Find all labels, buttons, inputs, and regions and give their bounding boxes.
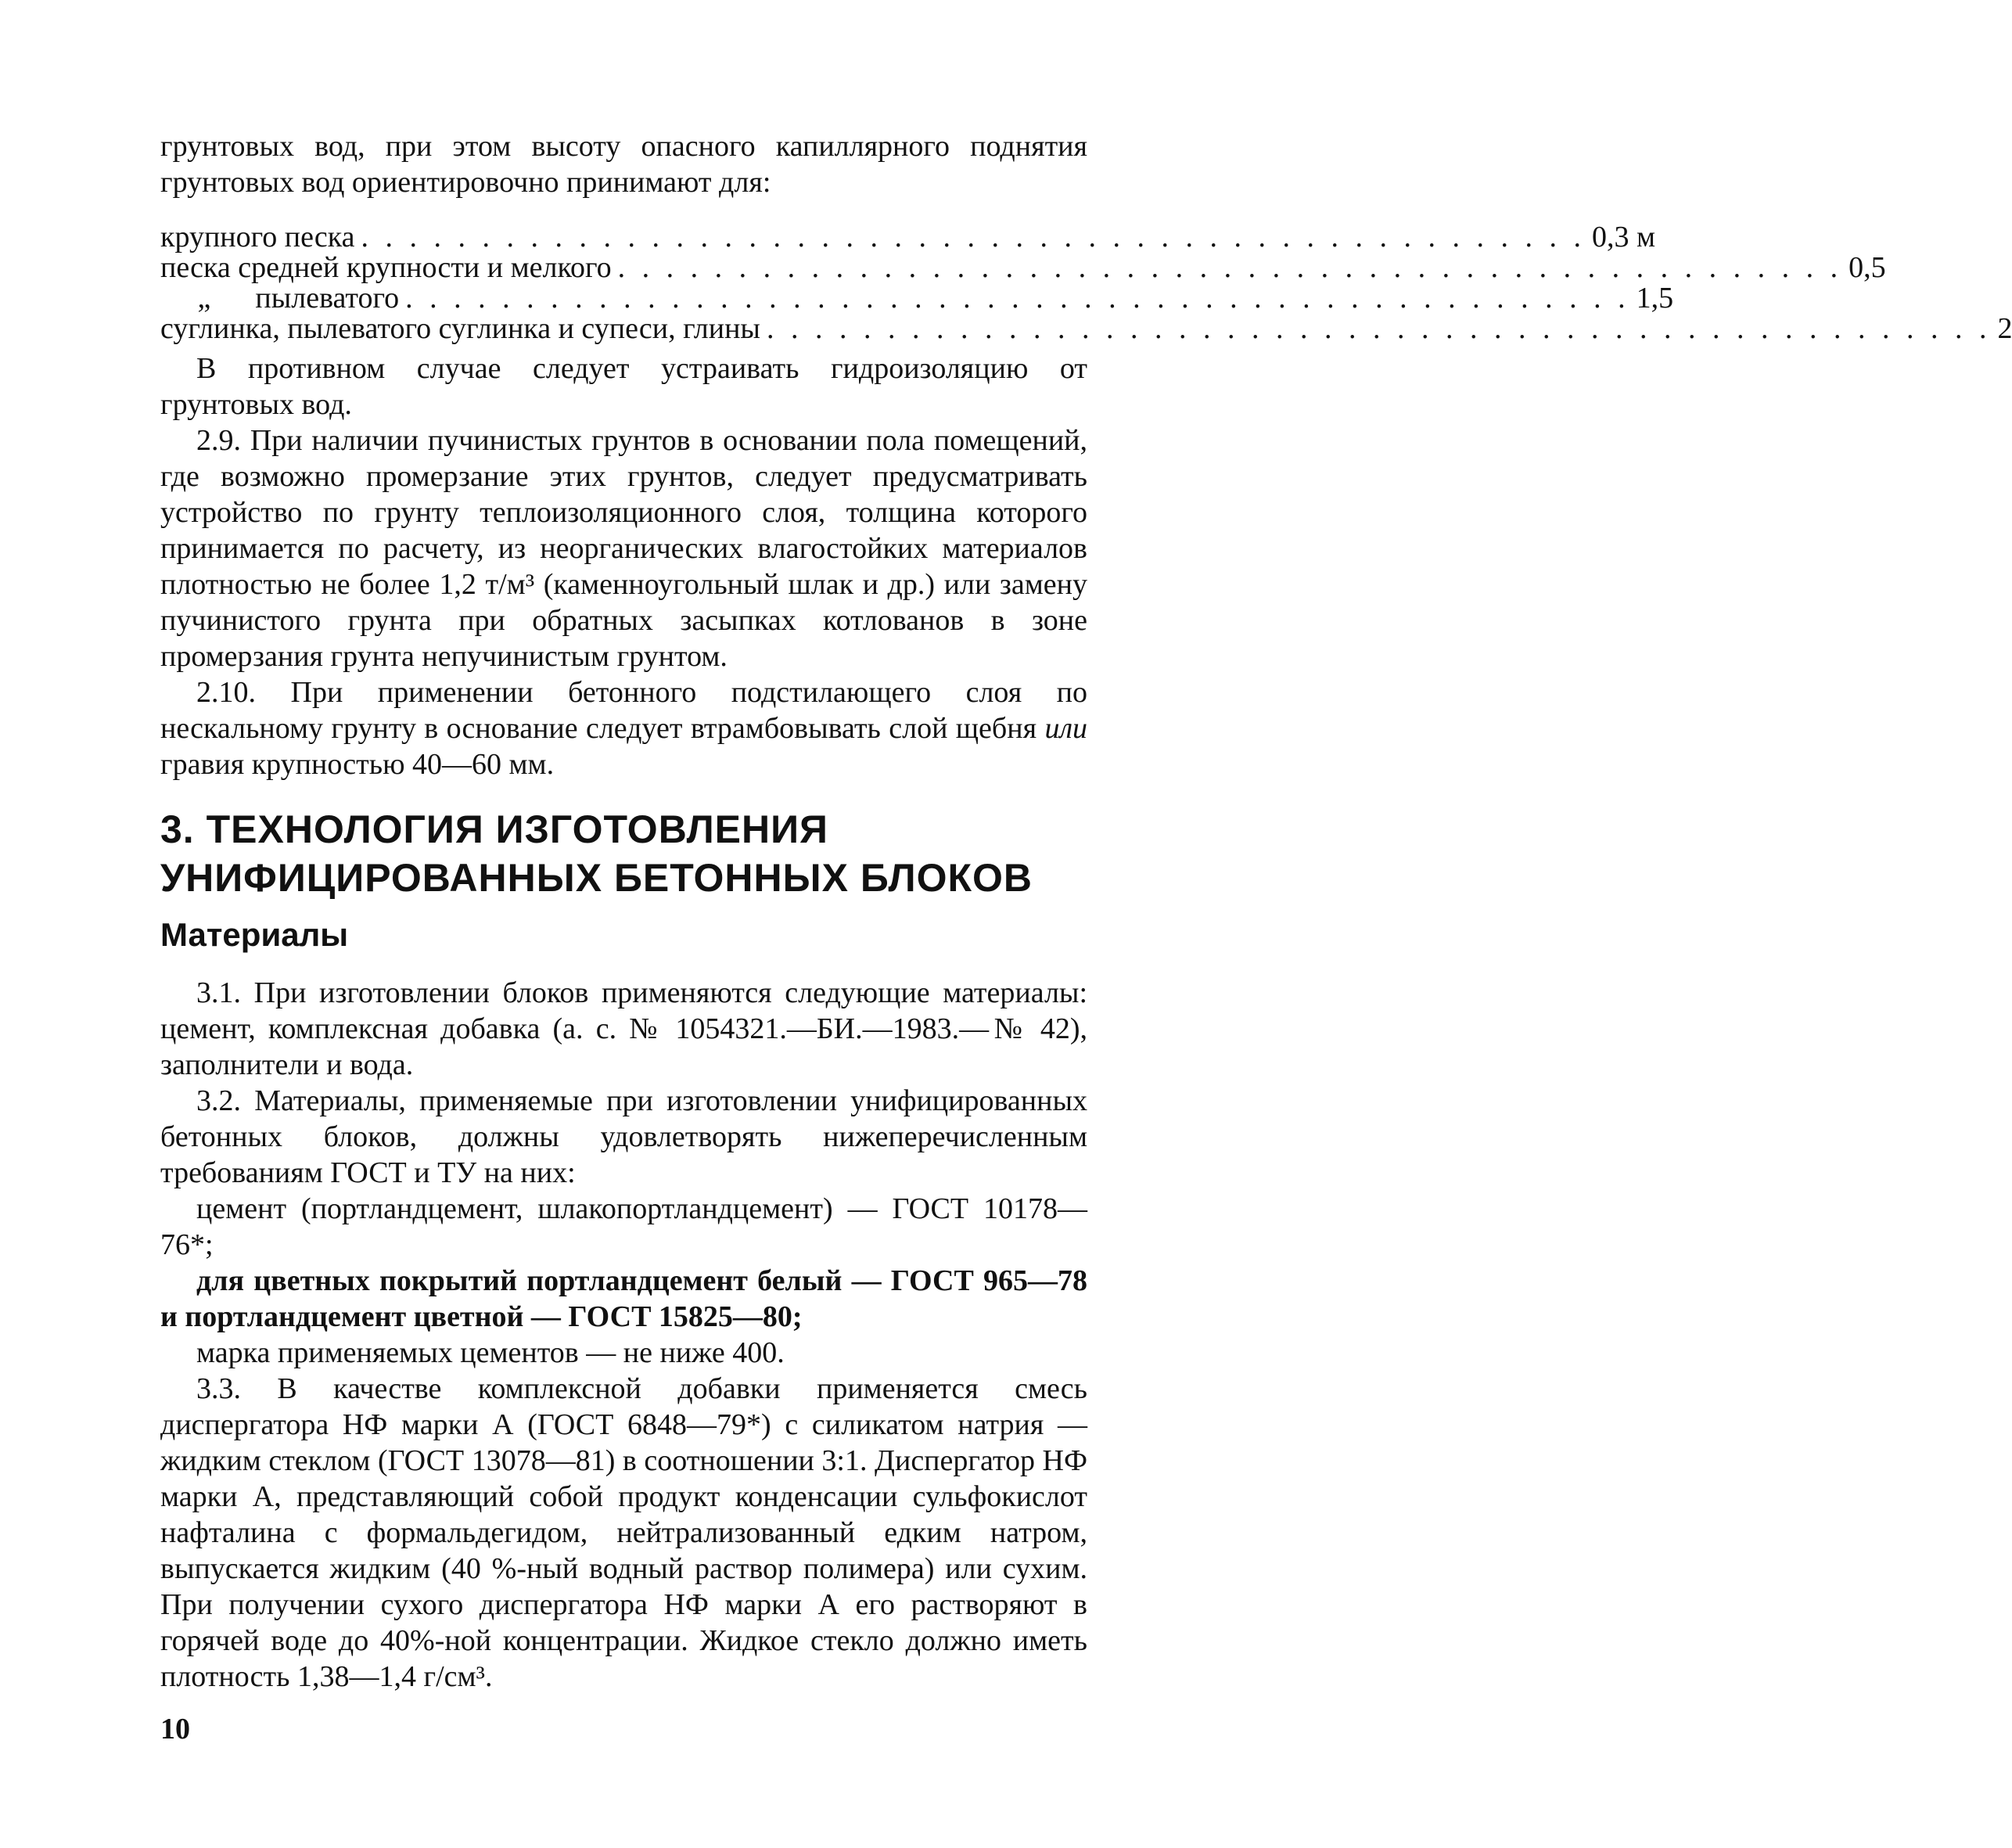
section-heading-line-1: 3. ТЕХНОЛОГИЯ ИЗГОТОВЛЕНИЯ — [160, 807, 828, 851]
paragraph-number: 2.9. — [196, 424, 241, 457]
section-heading-line-2: УНИФИЦИРОВАННЫХ БЕТОННЫХ БЛОКОВ — [160, 856, 1033, 900]
leader-dots: . . . . . . . . . . . . . . . . . . . . . . . . . . . . . . . . . . . . . . . . . . . . . . . . . . . — [766, 312, 1992, 345]
row-value: 0,5 — [1849, 251, 1886, 284]
leader-dots: . . . . . . . . . . . . . . . . . . . . . . . . . . . . . . . . . . . . . . . . . . . . . . . . . . . — [405, 282, 1630, 315]
paragraph-text: При применении бетонного подстилающего слоя по нескальному грунту в основание следует втрамбовывать слой щебня — [160, 676, 1088, 745]
paragraph-3-2 — [160, 1083, 1087, 1191]
paragraph-text: Материалы, применяемые при изготовлении унифицированных бетонных блоков, должны удовлетворять нижеперечисленным требованиям ГОСТ и ТУ на них: — [160, 1084, 1087, 1189]
cement-item-1: цемент (портландцемент, шлакопортландцемент) — ГОСТ 10178—76*; — [160, 1192, 1087, 1261]
table-row — [160, 312, 2012, 345]
leader-dots: . . . . . . . . . . . . . . . . . . . . . . . . . . . . . . . . . . . . . . . . . . . . . . . . . . . — [617, 251, 1843, 284]
paragraph-2-9 — [160, 422, 1087, 674]
paragraph-number: 3.3. — [196, 1372, 241, 1405]
otherwise-line-2: грунтовых вод. — [160, 388, 352, 421]
row-label: „ пылеватого — [160, 282, 400, 315]
row-value: 0,3 м — [1592, 221, 1656, 253]
paragraph-text-italic: или — [1044, 712, 1088, 745]
cement-item-3: марка применяемых цементов — не ниже 400. — [196, 1336, 785, 1369]
paragraph-text: При изготовлении блоков применяются следующие материалы: цемент, комплексная добавка (а. с. № 1054321.—БИ.—1983.—№ 42), заполнители и вода. — [160, 976, 1087, 1081]
intro-line-1: грунтовых вод, при этом высоту опасного капиллярного поднятия — [160, 130, 1087, 163]
table-row — [160, 282, 1674, 315]
capillary-height-table — [160, 221, 2012, 345]
row-label: суглинка, пылеватого суглинка и супеси, глины — [160, 312, 760, 345]
paragraph-text: При наличии пучинистых грунтов в основании пола помещений, где возможно промерзание этих грунтов, следует предусматривать устройство по грунту теплоизоляционного слоя, толщина которого принимается по расчету, из неорганических влагостойких материалов плотностью не более 1,2 т/м³ (каменноугольный шлак и др.) или замену пучинистого грунта при обратных засыпках котлованов в зоне промерзания грунта непучинистым грунтом. — [160, 424, 1087, 673]
row-label: песка средней крупности и мелкого — [160, 251, 612, 284]
paragraph-text: В качестве комплексной добавки применяется смесь диспергатора НФ марки А (ГОСТ 6848—79*) с силикатом натрия — жидким стеклом (ГОСТ 13078—81) в соотношении 3:1. Диспергатор НФ марки А, представляющий собой продукт конденсации сульфокислот нафталина с формальдегидом, нейтрализованный едким натром, выпускается жидким (40 %-ный водный раствор полимера) или сухим. При получении сухого диспергатора НФ марки А его растворяют в горячей воде до 40%-ной концентрации. Жидкое стекло должно иметь плотность 1,38—1,4 г/см³. — [160, 1372, 1088, 1693]
row-label: крупного песка — [160, 221, 355, 253]
otherwise-line-1: В противном случае следует устраивать гидроизоляцию от — [196, 352, 1087, 385]
leader-dots: . . . . . . . . . . . . . . . . . . . . . . . . . . . . . . . . . . . . . . . . . . . . . . . . . . . — [361, 221, 1586, 253]
paragraph-number: 3.2. — [196, 1084, 241, 1117]
row-value: 2 — [1997, 312, 2012, 345]
paragraph-2-10 — [160, 674, 1087, 782]
table-row — [160, 251, 1886, 284]
table-row — [160, 221, 1656, 253]
paragraph-3-3 — [160, 1371, 1087, 1695]
intro-line-2: грунтовых вод ориентировочно принимают для: — [160, 166, 771, 199]
cement-item-2: для цветных покрытий портландцемент белый — ГОСТ 965—78 и портландцемент цветной — ГОСТ 15825—80; — [160, 1264, 1087, 1333]
paragraph-number: 2.10. — [196, 676, 256, 709]
paragraph-text: гравия крупностью 40—60 мм. — [160, 748, 555, 781]
row-value: 1,5 — [1636, 282, 1674, 315]
paragraph-3-1 — [160, 975, 1087, 1083]
subheading: Материалы — [160, 916, 349, 953]
page-number: 10 — [160, 1713, 190, 1746]
paragraph-number: 3.1. — [196, 976, 241, 1009]
